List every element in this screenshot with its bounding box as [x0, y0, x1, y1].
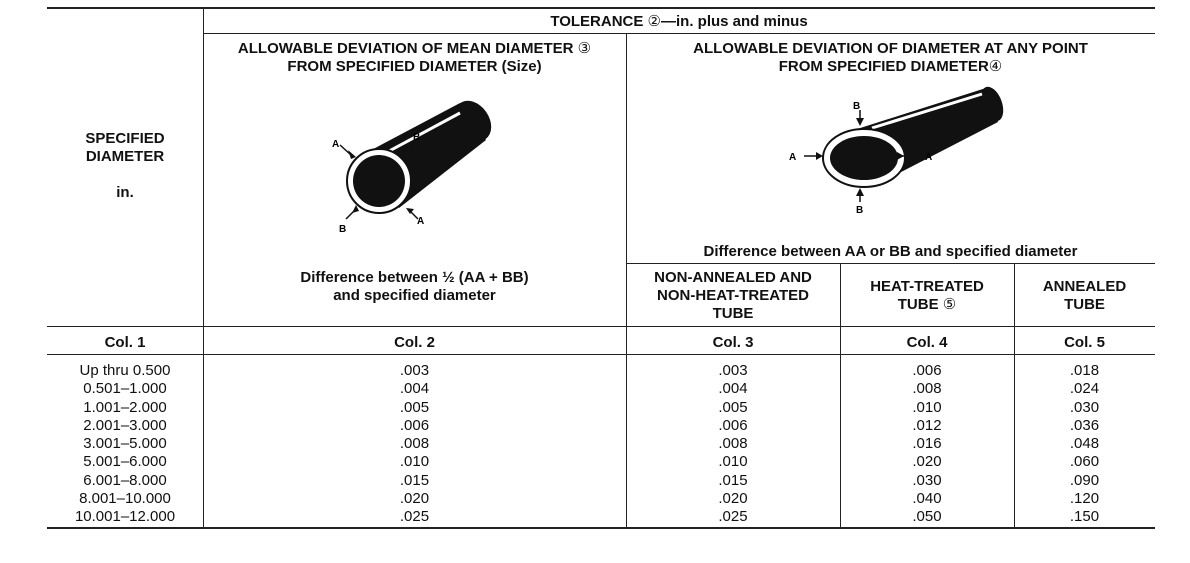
col4-heading [840, 278, 1014, 314]
col2-values [203, 362, 626, 527]
point-label-b-bottom: B [856, 205, 864, 216]
table-cell: .008 [399, 435, 430, 453]
mean-dev-line1: ALLOWABLE DEVIATION OF MEAN DIAMETER [237, 40, 574, 57]
col3-line2: NON-HEAT-TREATED [657, 287, 809, 304]
table-cell: .090 [1069, 471, 1100, 489]
table-cell: .018 [1069, 362, 1100, 379]
tube-end-view-diagram [320, 95, 510, 240]
diameter-label: DIAMETER [85, 148, 165, 165]
tolerance-rule [203, 33, 1155, 34]
any-point-note: ④ [988, 58, 1003, 75]
table-cell: .040 [912, 490, 942, 508]
col3-heading [626, 269, 840, 323]
col5-heading [1014, 278, 1155, 314]
table-cell: .005 [399, 398, 430, 416]
table-cell: 0.501–1.000 [83, 380, 167, 398]
table-cell: .020 [399, 490, 430, 508]
col2-label: Col. 2 [394, 334, 435, 351]
table-cell: .025 [399, 508, 430, 526]
tolerance-suffix: —in. plus and minus [661, 13, 808, 30]
specified-diameter-heading [47, 130, 203, 202]
mean-difference-text [203, 269, 626, 305]
col1-values [47, 362, 203, 527]
col4-label: Col. 4 [906, 334, 948, 351]
table-cell: .150 [1069, 508, 1100, 526]
table-cell: .020 [912, 453, 942, 471]
any-point-difference-text: Difference between AA or BB and specified diameter [703, 243, 1078, 260]
table-cell: 6.001–8.000 [83, 471, 167, 489]
point-label-a-right: A [925, 152, 933, 163]
col3-label: Col. 3 [712, 334, 754, 351]
col5-label: Col. 5 [1064, 334, 1105, 351]
point-label-a-left: A [789, 152, 797, 163]
table-cell: .024 [1069, 380, 1100, 398]
top-rule [47, 7, 1155, 9]
table-bottom-rule [47, 527, 1155, 529]
col3-values [626, 362, 840, 527]
col3-line1: NON-ANNEALED AND [654, 269, 812, 286]
tolerance-label: TOLERANCE [550, 13, 644, 30]
table-cell: .050 [912, 508, 942, 526]
table-cell: .120 [1069, 490, 1100, 508]
table-cell: .015 [718, 471, 748, 489]
tube-oval-view-diagram [786, 80, 1016, 220]
table-cell: .006 [718, 416, 748, 434]
table-cell: .005 [718, 398, 748, 416]
col3-line3: TUBE [712, 305, 754, 322]
mean-label-b-top: B [413, 132, 421, 143]
table-cell: .016 [912, 435, 942, 453]
table-cell: .010 [912, 398, 942, 416]
table-cell: Up thru 0.500 [79, 362, 171, 379]
mean-dev-line2: FROM SPECIFIED DIAMETER (Size) [287, 58, 542, 75]
col4-line1: HEAT-TREATED [870, 278, 984, 295]
table-cell: .030 [1069, 398, 1100, 416]
table-cell: .015 [399, 471, 430, 489]
mean-diff-line1: Difference between ½ (AA + BB) [300, 269, 529, 286]
table-cell: 5.001–6.000 [83, 453, 167, 471]
header-bottom-rule [47, 326, 1155, 327]
col4-line2: TUBE [897, 296, 939, 313]
any-point-heading [626, 40, 1155, 76]
table-cell: 1.001–2.000 [83, 398, 167, 416]
any-point-line1: ALLOWABLE DEVIATION OF DIAMETER AT ANY POINT [693, 40, 1088, 57]
table-cell: .010 [718, 453, 748, 471]
subheader-rule [626, 263, 1155, 264]
table-cell: .008 [718, 435, 748, 453]
table-cell: .030 [912, 471, 942, 489]
col5-line2: TUBE [1064, 296, 1105, 313]
table-cell: 3.001–5.000 [83, 435, 167, 453]
col4-note: ⑤ [942, 296, 957, 313]
col5-line1: ANNEALED [1042, 278, 1127, 295]
specified-label: SPECIFIED [85, 130, 165, 147]
table-cell: .003 [399, 362, 430, 379]
table-cell: .006 [912, 362, 942, 379]
col1-label: Col. 1 [104, 334, 146, 351]
table-cell: .012 [912, 416, 942, 434]
table-cell: .048 [1069, 435, 1100, 453]
col5-values [1014, 362, 1155, 527]
table-cell: .060 [1069, 453, 1100, 471]
unit-label: in. [116, 184, 134, 201]
mean-label-a-top: A [332, 139, 340, 150]
tolerance-heading [203, 13, 1155, 31]
table-cell: 2.001–3.000 [83, 416, 167, 434]
mean-label-a-bottom: A [417, 216, 425, 227]
table-cell: .020 [718, 490, 748, 508]
table-cell: 10.001–12.000 [74, 508, 176, 526]
mean-label-b-bottom: B [339, 224, 347, 235]
table-cell: .008 [912, 380, 942, 398]
mean-dev-note: ③ [577, 40, 592, 57]
table-cell: .010 [399, 453, 430, 471]
point-label-b-top: B [853, 101, 861, 112]
table-cell: .006 [399, 416, 430, 434]
table-cell: 8.001–10.000 [79, 490, 171, 508]
mean-diff-line2: and specified diameter [333, 287, 496, 304]
tolerance-note: ② [647, 13, 661, 30]
table-cell: .025 [718, 508, 748, 526]
table-cell: .004 [718, 380, 748, 398]
any-point-line2: FROM SPECIFIED DIAMETER [778, 58, 989, 75]
table-cell: .003 [718, 362, 748, 379]
colnum-rule [47, 354, 1155, 355]
table-cell: .004 [399, 380, 430, 398]
table-cell: .036 [1069, 416, 1100, 434]
col4-values [840, 362, 1014, 527]
mean-deviation-heading [203, 40, 626, 76]
